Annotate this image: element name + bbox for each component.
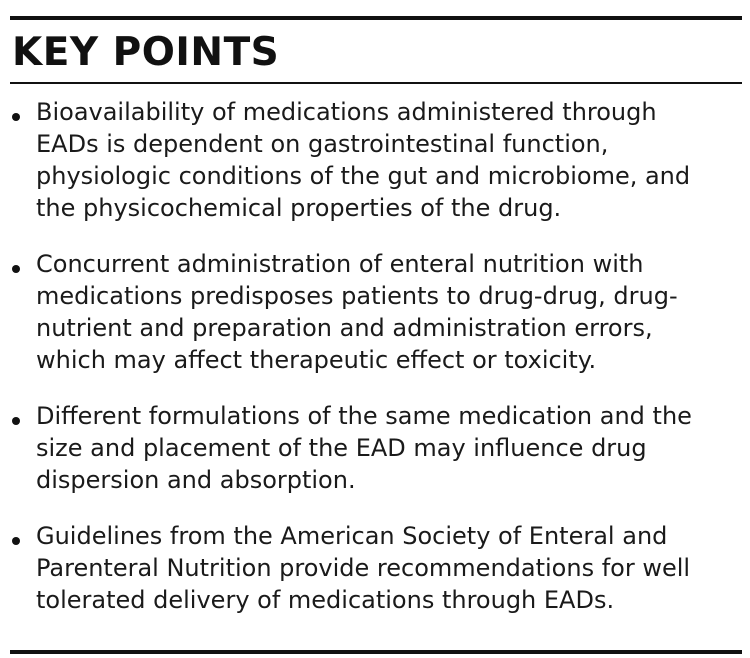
key-point-4 [0,520,742,616]
key-point-line: tolerated delivery of medications through EADs. [36,586,615,614]
key-point-3 [0,400,742,496]
key-point-line: dispersion and absorption. [36,466,356,494]
key-point-line: size and placement of the EAD may influence drug [36,434,647,462]
bullet-icon [12,265,20,273]
bullet-icon [12,113,20,121]
key-point-line: which may affect therapeutic effect or toxicity. [36,346,597,374]
key-point-line: Parenteral Nutrition provide recommendations for well [36,554,691,582]
key-point-1 [0,96,742,224]
key-point-line: the physicochemical properties of the drug. [36,194,562,222]
key-point-line: Concurrent administration of enteral nutrition with [36,250,644,278]
heading-rule [10,82,742,84]
bottom-rule [10,650,742,654]
section-heading: KEY POINTS [12,30,280,75]
key-points-list [0,96,742,616]
key-point-line: Guidelines from the American Society of Enteral and [36,522,668,550]
top-rule [10,16,742,20]
bullet-icon [12,537,20,545]
key-point-line: nutrient and preparation and administration errors, [36,314,653,342]
key-point-line: EADs is dependent on gastrointestinal function, [36,130,609,158]
key-point-line: Bioavailability of medications administered through [36,98,657,126]
bullet-icon [12,417,20,425]
key-point-line: Different formulations of the same medication and the [36,402,692,430]
key-point-line: physiologic conditions of the gut and microbiome, and [36,162,691,190]
key-point-line: medications predisposes patients to drug-drug, drug- [36,282,678,310]
key-point-2 [0,248,742,376]
